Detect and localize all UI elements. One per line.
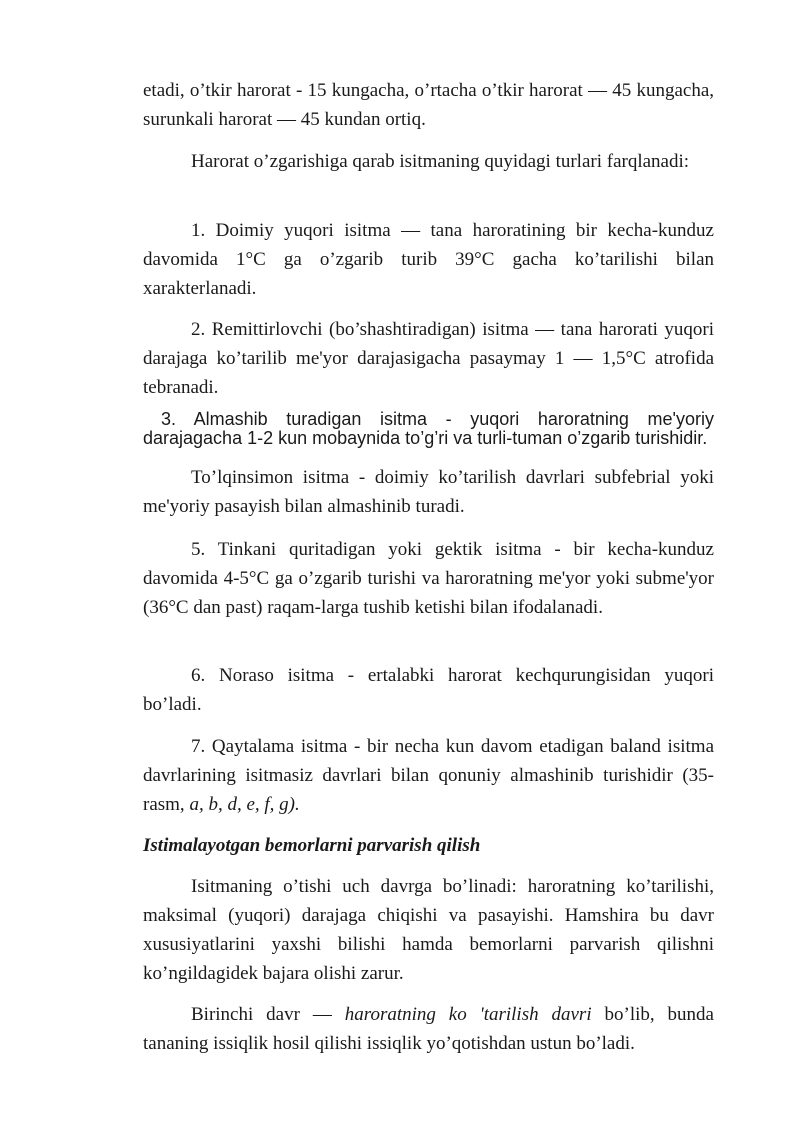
paragraph-type-1: 1. Doimiy yuqori isitma — tana haroratining bir kecha-kunduz davomida 1°C ga o’zgarib turib 39°C gacha ko’tarilishi bilan xarakterlanadi. <box>143 220 714 299</box>
paragraph-type-6: 6. Noraso isitma - ertalabki harorat kechqurungisidan yuqori bo’ladi. <box>143 665 714 715</box>
paragraph-type-7 <box>143 732 714 819</box>
paragraph-fever-stages: Isitmaning o’tishi uch davrga bo’linadi: haroratning ko’tarilishi, maksimal (yuqori) darajaga chiqishi va pasayishi. Hamshira bu davr xususiyatlarini yaxshi bilishi hamda bemorlarni parvarish qilishni ko’ngildagidek bajara olishi zarur. <box>143 876 714 984</box>
paragraph-type-4: To’lqinsimon isitma - doimiy ko’tarilish davrlari subfebrial yoki me'yoriy pasayish bilan almashinib turadi. <box>143 467 714 517</box>
first-stage-term: haroratning ko 'tarilish davri <box>344 1004 592 1025</box>
paragraph-type-7-text: 7. Qaytalama isitma - bir necha kun davom etadigan baland isitma davrlarining isitmasiz davrlari bilan qonuniy almashinib turishidir (35- rasm, <box>143 736 714 815</box>
paragraph-type-2: 2. Remittirlovchi (bo’shashtiradigan) isitma — tana harorati yuqori darajaga ko’tarilib me'yor darajasigacha pasaymay 1 — 1,5°C atrofida tebranadi. <box>143 319 714 398</box>
first-stage-rest: bo’lib, bunda tananing issiqlik hosil qilishi issiqlik yo’qotishdan ustun bo’ladi. <box>143 1004 714 1054</box>
paragraph-first-stage <box>143 1000 714 1058</box>
paragraph-type-3: 3. Almashib turadigan isitma - yuqori haroratning me'yoriy darajagacha 1-2 kun mobaynida to’g’ri va turli-tuman o’zgarib turishidir. <box>143 409 714 448</box>
section-heading: Istimalayotgan bemorlarni parvarish qilish <box>143 835 481 856</box>
figure-letters: a, b, d, e, f, g). <box>189 794 300 815</box>
first-stage-lead: Birinchi davr — <box>191 1004 345 1025</box>
paragraph-fever-types-intro: Harorat o’zgarishiga qarab isitmaning quyidagi turlari farqlanadi: <box>191 151 690 172</box>
paragraph-fever-duration: etadi, o’tkir harorat - 15 kungacha, o’rtacha o’tkir harorat — 45 kungacha, surunkali harorat — 45 kundan ortiq. <box>143 80 714 130</box>
paragraph-type-5: 5. Tinkani quritadigan yoki gektik isitma - bir kecha-kunduz davomida 4-5°C ga o’zgarib turishi va haroratning me'yor yoki subme'yor (36°C dan past) raqam-larga tushib ketishi bilan ifodalanadi. <box>143 539 714 618</box>
